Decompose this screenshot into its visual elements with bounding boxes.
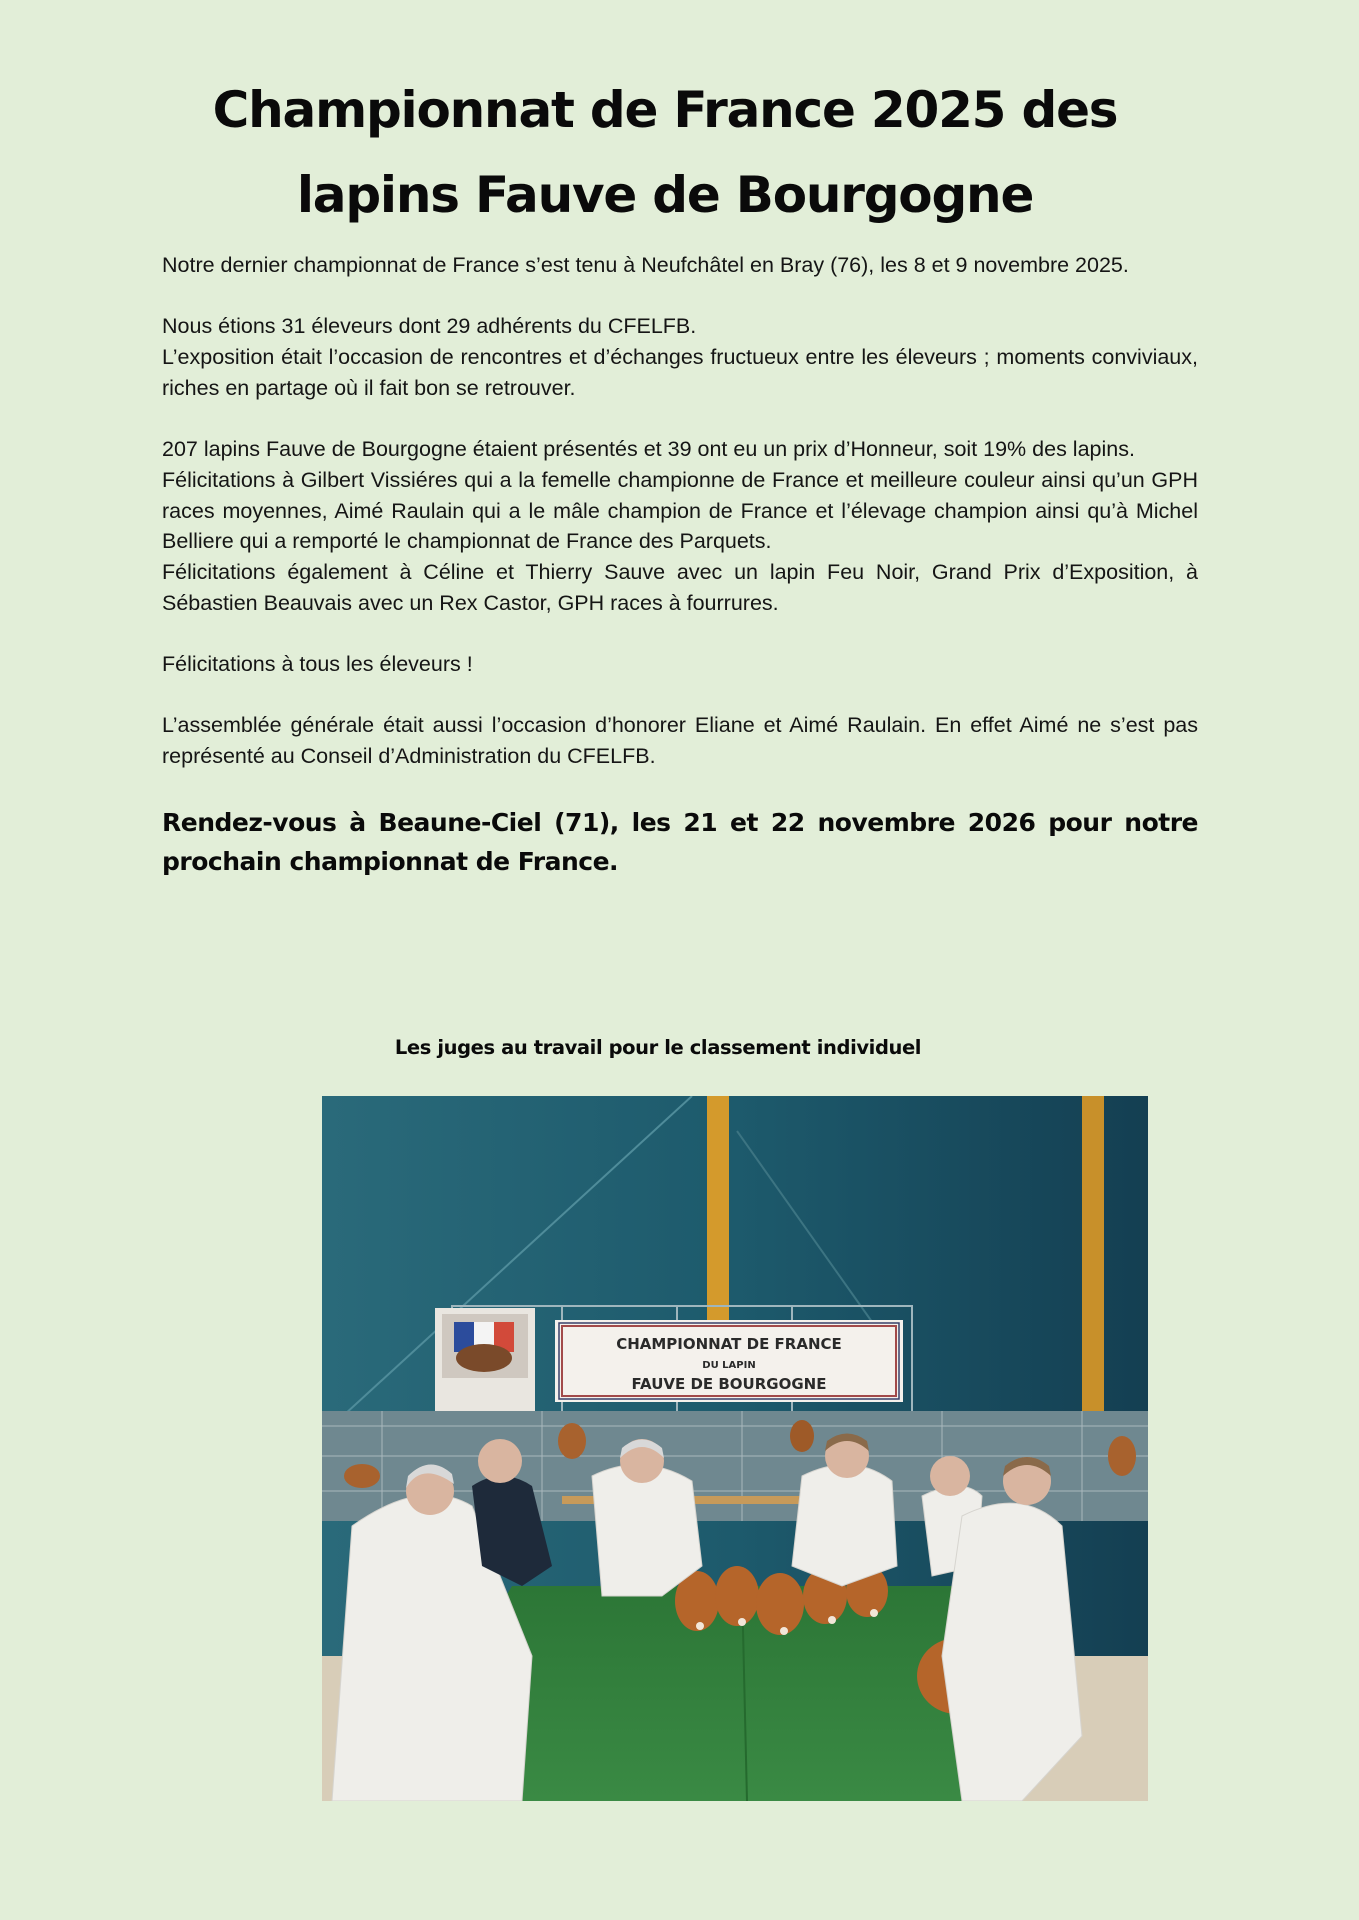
judges-photo [322,1096,1148,1801]
paragraph-exhibition: L’exposition était l’occasion de rencontres et d’échanges fructueux entre les éleveurs ; moments conviviaux, riches en partage où il fait bon se retrouver. [162,345,1198,400]
paragraph-venue: Notre dernier championnat de France s’est tenu à Neufchâtel en Bray (76), les 8 et 9 novembre 2025. [162,253,1129,277]
paragraph-congratulations: Félicitations à Gilbert Vissiéres qui a la femelle championne de France et meilleure couleur ainsi qu’un GPH races moyennes, Aimé Raulain qui a le mâle champion de France et l’élevage champion ainsi qu’à Michel Belliere qui a remporté le championnat de France des Parquets. [162,467,1198,554]
next-championship-announcement: Rendez-vous à Beaune-Ciel (71), les 21 et 22 novembre 2026 pour notre prochain championnat de France. [162,808,1198,876]
svg-text:FAUVE DE BOURGOGNE: FAUVE DE BOURGOGNE [631,1375,827,1393]
article-body [162,250,1198,772]
paragraph-assembly: L’assemblée générale était aussi l’occasion d’honorer Eliane et Aimé Raulain. En effet Aimé ne s’est pas représenté au Conseil d’Administration du CFELFB. [162,713,1198,769]
paragraph-results: 207 lapins Fauve de Bourgogne étaient présentés et 39 ont eu un prix d’Honneur, soit 19% des lapins. [162,437,1135,462]
paragraph-other-winners: Félicitations également à Céline et Thierry Sauve avec un lapin Feu Noir, Grand Prix d’Exposition, à Sébastien Beauvais avec un Rex Castor, GPH races à fourrures. [162,560,1198,615]
svg-text:DU LAPIN: DU LAPIN [702,1360,756,1371]
paragraph-all-breeders: Félicitations à tous les éleveurs ! [162,652,473,677]
title-line-2: lapins Fauve de Bourgogne [296,166,1034,224]
photo-caption: Les juges au travail pour le classement individuel [394,1036,922,1059]
svg-text:CHAMPIONNAT DE FRANCE: CHAMPIONNAT DE FRANCE [616,1335,842,1353]
paragraph-attendance: Nous étions 31 éleveurs dont 29 adhérents du CFELFB. [162,314,697,339]
title-line-1: Championnat de France 2025 des [212,81,1118,139]
championship-banner [555,1320,903,1402]
document-title [0,68,1330,238]
